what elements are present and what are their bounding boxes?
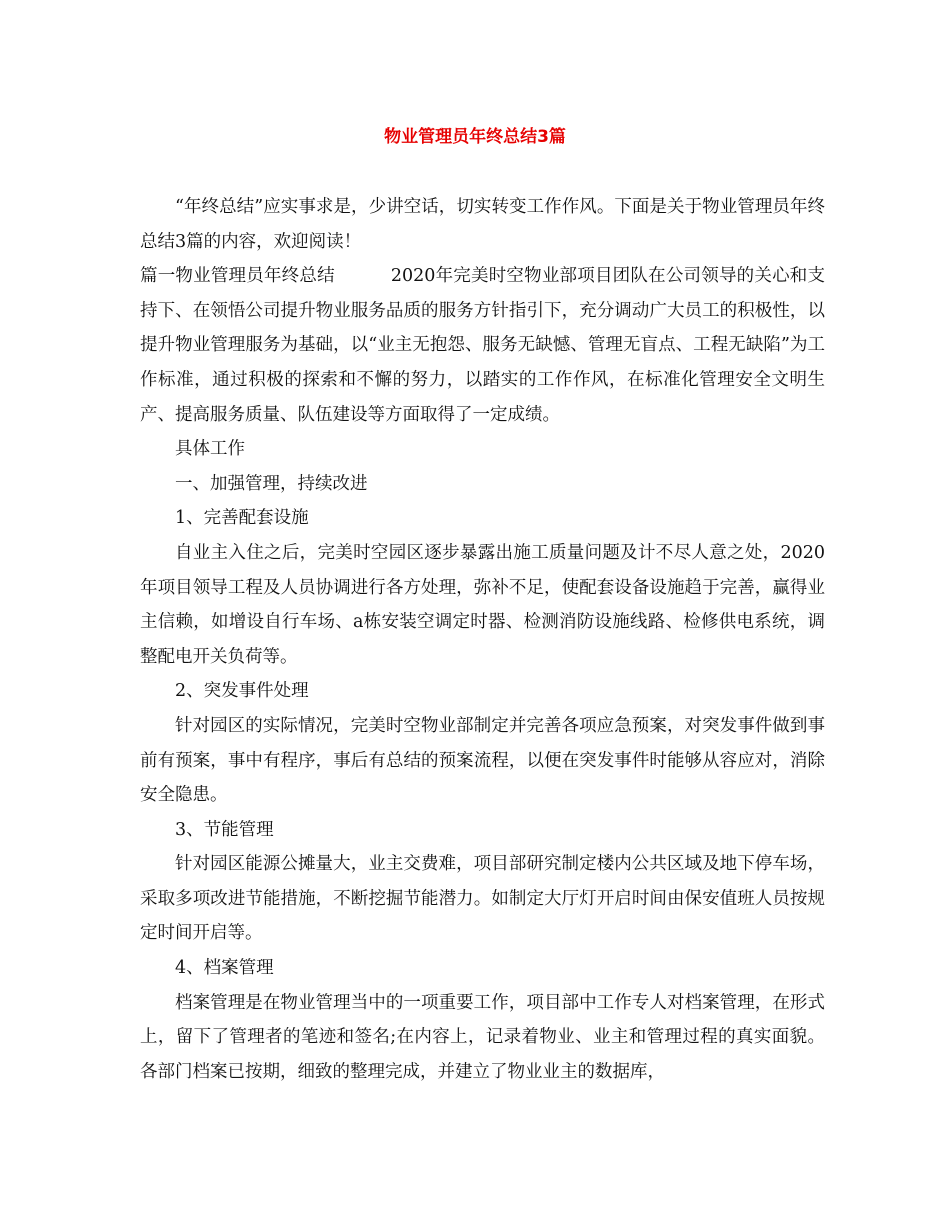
item1-heading: 1、完善配套设施 bbox=[175, 508, 309, 529]
section1-text: 2020年完美时空物业部项目团队在公司领导的关心和支持下、在领悟公司提升物业服务品质的服务方针指引下，充分调动广大员工的积极性，以提升物业管理服务为基础，以“业主无抱怨、服务无缺憾、管理无盲点、工程无缺陷”为工作标准，通过积极的探索和不懈的努力，以踏实的工作作风，在标准化管理安全文明生产、提高服务质量、队伍建设等方面取得了一定成绩。 bbox=[140, 266, 825, 425]
item3-text: 针对园区能源公摊量大，业主交费难，项目部研究制定楼内公共区域及地下停车场，采取多项改进节能措施，不断挖掘节能潜力。如制定大厅灯开启时间由保安值班人员按规定时间开启等。 bbox=[140, 854, 825, 944]
part1-heading: 一、加强管理，持续改进 bbox=[175, 473, 368, 494]
item2-text: 针对园区的实际情况，完美时空物业部制定并完善各项应急预案，对突发事件做到事前有预案，事中有程序，事后有总结的预案流程，以便在突发事件时能够从容应对，消除安全隐患。 bbox=[140, 715, 825, 806]
section1-heading: 篇一物业管理员年终总结 bbox=[140, 266, 335, 287]
concrete-work-heading: 具体工作 bbox=[175, 439, 245, 460]
item4-heading: 4、档案管理 bbox=[175, 958, 274, 979]
document-body bbox=[140, 190, 825, 1089]
item1-text: 自业主入住之后，完美时空园区逐步暴露出施工质量问题及计不尽人意之处，2020年项目领导工程及人员协调进行各方处理，弥补不足，使配套设备设施趋于完善，赢得业主信赖，如增设自行车场、a栋安装空调定时器、检测消防设施线路、检修供电系统，调整配电开关负荷等。 bbox=[140, 542, 825, 667]
item4-text: 档案管理是在物业管理当中的一项重要工作，项目部中工作专人对档案管理，在形式上，留下了管理者的笔迹和签名;在内容上，记录着物业、业主和管理过程的真实面貌。各部门档案已按期，细致的整理完成，并建立了物业业主的数据库， bbox=[140, 992, 825, 1082]
section1-paragraph bbox=[140, 259, 825, 432]
intro-paragraph: “年终总结”应实事求是，少讲空话，切实转变工作作风。下面是关于物业管理员年终总结3篇的内容，欢迎阅读！ bbox=[140, 197, 825, 252]
item3-heading: 3、节能管理 bbox=[175, 819, 274, 840]
document-title: 物业管理员年终总结3篇 bbox=[384, 127, 566, 147]
item2-heading: 2、突发事件处理 bbox=[175, 681, 309, 702]
